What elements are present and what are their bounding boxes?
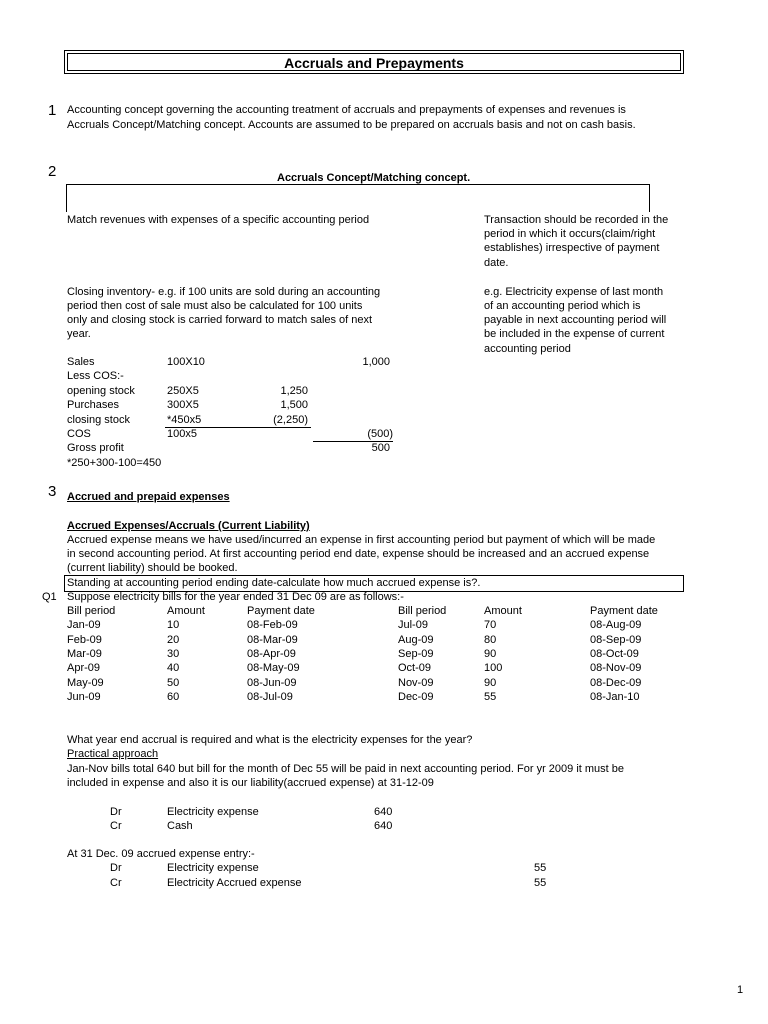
section-2-number: 2 xyxy=(48,163,57,180)
calc-label: Sales xyxy=(67,356,95,368)
right-text-line-3: establishes) irrespective of payment xyxy=(484,242,660,254)
payment-date-cell: 08-Mar-09 xyxy=(247,634,298,646)
accrued-entry-intro: At 31 Dec. 09 accrued expense entry:- xyxy=(67,848,255,860)
payment-date-cell: 08-Nov-09 xyxy=(590,662,642,674)
payment-date-cell: 08-Jun-09 xyxy=(247,677,297,689)
bill-period-cell: Apr-09 xyxy=(67,662,101,674)
calc-formula: 100X10 xyxy=(167,356,205,368)
bill-period-cell: May-09 xyxy=(67,677,104,689)
calc-formula: 100x5 xyxy=(167,428,197,440)
bill-period-cell: Aug-09 xyxy=(398,634,434,646)
amount-cell: 40 xyxy=(167,662,180,674)
calc-mid-value: (2,250) xyxy=(273,414,308,426)
amount-cell: 50 xyxy=(167,677,180,689)
payment-date-cell: 08-Feb-09 xyxy=(247,619,298,631)
entry-account: Electricity expense xyxy=(167,806,259,818)
bill-period-cell: Jan-09 xyxy=(67,619,101,631)
payment-date-cell: 08-Oct-09 xyxy=(590,648,639,660)
amount-cell: 60 xyxy=(167,691,180,703)
accrued-expenses-subheading: Accrued Expenses/Accruals (Current Liability) xyxy=(67,520,310,532)
section-1-line-1: Accounting concept governing the accounting treatment of accruals and prepayments of expenses and revenues is xyxy=(67,104,626,116)
calc-mid-value: 1,500 xyxy=(280,399,308,411)
accrued-para-line-1: Accrued expense means we have used/incurred an expense in first accounting period but payment of which will be made xyxy=(67,534,656,546)
inventory-line-2: period then cost of sale must also be calculated for 100 units xyxy=(67,300,363,312)
bill-period-cell: Jul-09 xyxy=(398,619,428,631)
inventory-line-4: year. xyxy=(67,328,91,340)
amount-cell: 10 xyxy=(167,619,180,631)
example-line-2: of an accounting period which is xyxy=(484,300,641,312)
payment-date-cell: 08-Aug-09 xyxy=(590,619,642,631)
calc-footnote: *250+300-100=450 xyxy=(67,457,162,469)
amount-cell: 90 xyxy=(484,648,497,660)
header-amount: Amount xyxy=(167,605,205,617)
practical-line-2: included in expense and also it is our liability(accrued expense) at 31-12-09 xyxy=(67,777,434,789)
calc-label: COS xyxy=(67,428,91,440)
header-amount: Amount xyxy=(484,605,522,617)
calc-formula: *450x5 xyxy=(167,414,202,426)
header-payment-date: Payment date xyxy=(247,605,315,617)
example-line-1: e.g. Electricity expense of last month xyxy=(484,286,664,298)
section-3-heading: Accrued and prepaid expenses xyxy=(67,491,230,503)
section-3-number: 3 xyxy=(48,483,57,500)
entry-drcr: Cr xyxy=(110,877,122,889)
entry-amount: 55 xyxy=(534,877,547,889)
bill-period-cell: Feb-09 xyxy=(67,634,102,646)
match-revenues-text: Match revenues with expenses of a specific accounting period xyxy=(67,214,370,226)
right-text-line-4: date. xyxy=(484,257,509,269)
inventory-line-3: only and closing stock is carried forward to match sales of next xyxy=(67,314,373,326)
amount-cell: 100 xyxy=(484,662,503,674)
calc-mid-value: 1,250 xyxy=(280,385,308,397)
entry-amount: 640 xyxy=(374,820,393,832)
header-bill-period: Bill period xyxy=(67,605,116,617)
calc-label: closing stock xyxy=(67,414,130,426)
amount-cell: 55 xyxy=(484,691,497,703)
bracket-left xyxy=(66,184,67,212)
entry-account: Cash xyxy=(167,820,193,832)
question-text: Suppose electricity bills for the year ended 31 Dec 09 are as follows:- xyxy=(67,591,404,603)
page-title: Accruals and Prepayments xyxy=(67,53,681,71)
bill-period-cell: Oct-09 xyxy=(398,662,432,674)
calc-right-value: (500) xyxy=(367,428,393,440)
entry-drcr: Dr xyxy=(110,862,122,874)
payment-date-cell: 08-May-09 xyxy=(247,662,300,674)
bill-period-cell: Sep-09 xyxy=(398,648,434,660)
bracket-right xyxy=(649,184,650,212)
practical-line-1: Jan-Nov bills total 640 but bill for the month of Dec 55 will be paid in next accounting period. For yr 2009 it must be xyxy=(67,763,625,775)
year-end-question: What year end accrual is required and what is the electricity expenses for the year? xyxy=(67,734,473,746)
right-text-line-2: period in which it occurs(claim/right xyxy=(484,228,656,240)
amount-cell: 20 xyxy=(167,634,180,646)
payment-date-cell: 08-Dec-09 xyxy=(590,677,642,689)
question-label: Q1 xyxy=(42,591,57,603)
calc-label: Purchases xyxy=(67,399,119,411)
bill-period-cell: Nov-09 xyxy=(398,677,434,689)
bill-period-cell: Dec-09 xyxy=(398,691,434,703)
inventory-line-1: Closing inventory- e.g. if 100 units are sold during an accounting xyxy=(67,286,381,298)
example-line-3: payable in next accounting period will xyxy=(484,314,667,326)
payment-date-cell: 08-Jan-10 xyxy=(590,691,640,703)
bill-period-cell: Jun-09 xyxy=(67,691,101,703)
entry-account: Electricity Accrued expense xyxy=(167,877,302,889)
bill-period-cell: Mar-09 xyxy=(67,648,102,660)
amount-cell: 70 xyxy=(484,619,497,631)
boxed-question-text: Standing at accounting period ending date-calculate how much accrued expense is?. xyxy=(67,577,481,589)
amount-cell: 80 xyxy=(484,634,497,646)
calc-right-value: 500 xyxy=(371,442,390,454)
accrued-para-line-3: (current liability) should be booked. xyxy=(67,562,238,574)
calc-label: opening stock xyxy=(67,385,135,397)
title-box xyxy=(64,50,684,74)
calc-label: Gross profit xyxy=(67,442,124,454)
calc-label: Less COS:- xyxy=(67,370,124,382)
calc-formula: 300X5 xyxy=(167,399,199,411)
entry-account: Electricity expense xyxy=(167,862,259,874)
right-text-line-1: Transaction should be recorded in the xyxy=(484,214,669,226)
section-2-heading: Accruals Concept/Matching concept. xyxy=(277,172,471,184)
entry-amount: 55 xyxy=(534,862,547,874)
payment-date-cell: 08-Jul-09 xyxy=(247,691,293,703)
accrued-para-line-2: in second accounting period. At first accounting period end date, expense should be increased and an accrued expense xyxy=(67,548,650,560)
amount-cell: 30 xyxy=(167,648,180,660)
payment-date-cell: 08-Sep-09 xyxy=(590,634,642,646)
entry-drcr: Cr xyxy=(110,820,122,832)
bracket-top xyxy=(66,184,650,185)
entry-drcr: Dr xyxy=(110,806,122,818)
section-1-line-2: Accruals Concept/Matching concept. Accounts are assumed to be prepared on accruals basis and not on cash basis. xyxy=(67,119,636,131)
page-number: 1 xyxy=(737,984,744,996)
calc-formula: 250X5 xyxy=(167,385,199,397)
example-line-4: be included in the expense of current xyxy=(484,328,665,340)
entry-amount: 640 xyxy=(374,806,393,818)
calc-right-value: 1,000 xyxy=(362,356,390,368)
section-1-number: 1 xyxy=(48,102,57,119)
header-payment-date: Payment date xyxy=(590,605,658,617)
payment-date-cell: 08-Apr-09 xyxy=(247,648,296,660)
example-line-5: accounting period xyxy=(484,343,571,355)
amount-cell: 90 xyxy=(484,677,497,689)
header-bill-period: Bill period xyxy=(398,605,447,617)
practical-approach-heading: Practical approach xyxy=(67,748,159,760)
